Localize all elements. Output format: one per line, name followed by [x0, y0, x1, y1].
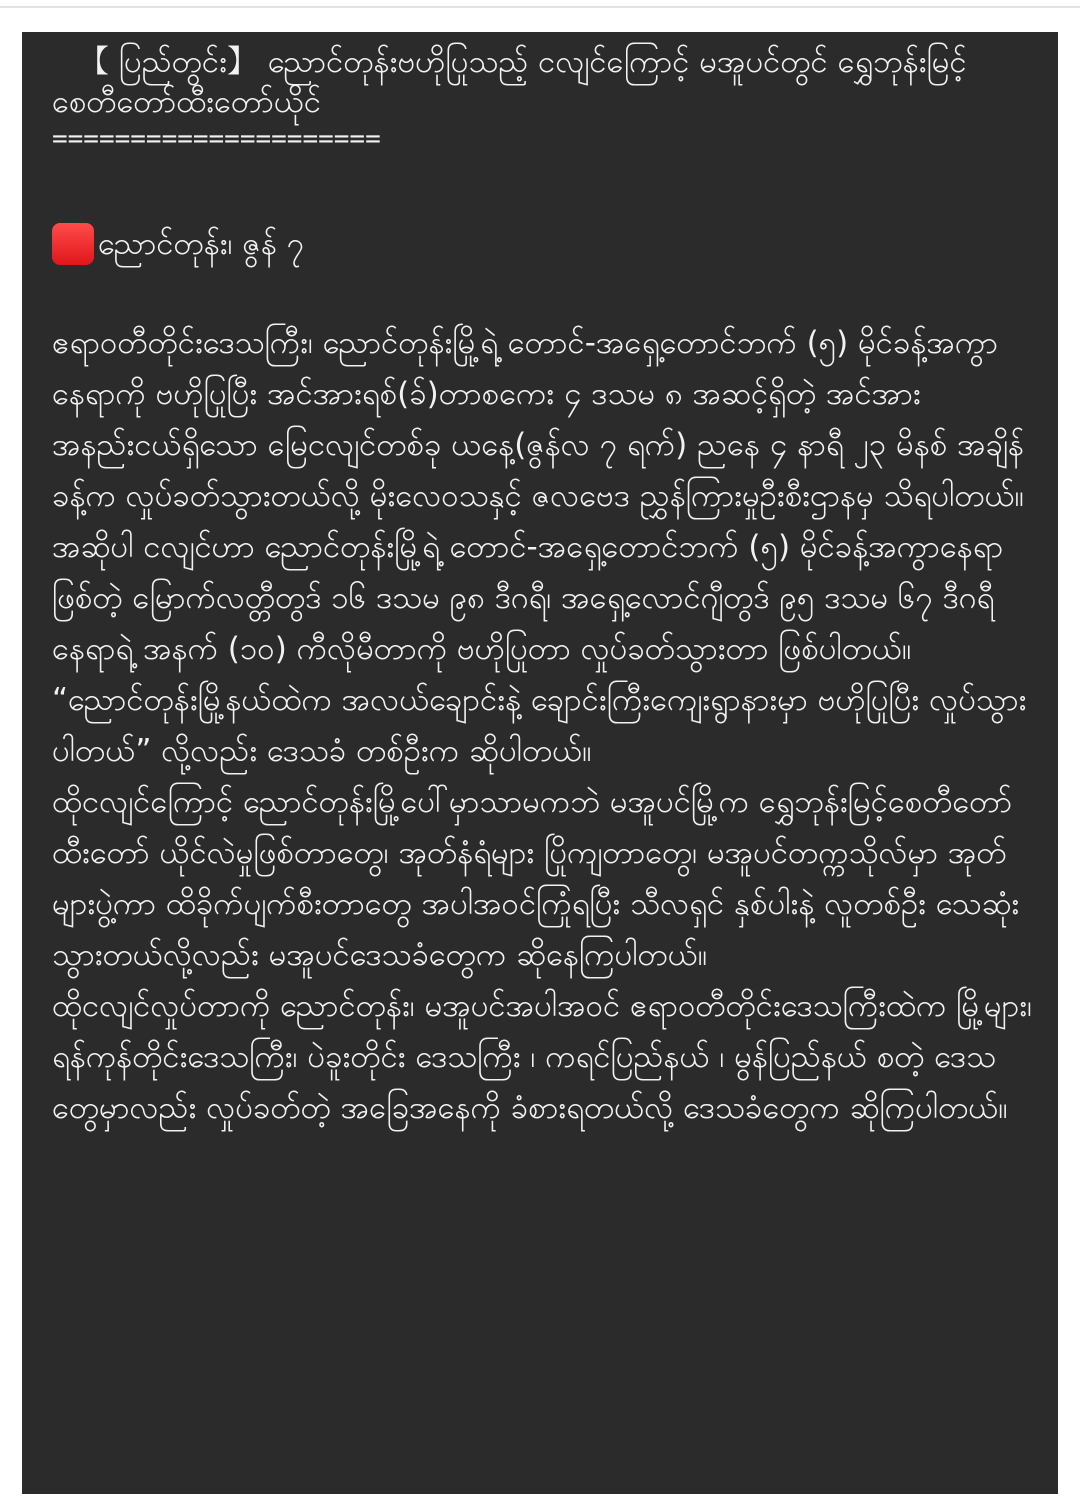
- post-body: [52, 318, 1040, 1134]
- paragraph-3: “ညောင်တုန်းမြို့နယ်ထဲက အလယ်ချောင်းနဲ့ ချောင်းကြီးကျေးရွာနားမှာ ဗဟိုပြုပြီး လှုပ်သွားပါတယ်” လို့လည်း ဒေသခံ တစ်ဦးက ဆိုပါတယ်။: [52, 682, 1027, 769]
- paragraph-5: ထိုငလျင်လှုပ်တာကို ညောင်တုန်း၊ မအူပင်အပါအဝင် ဧရာဝတီတိုင်းဒေသကြီးထဲက မြို့များ၊ ရန်ကုန်တိုင်းဒေသကြီး၊ ပဲခူးတိုင်း ဒေသကြီး ၊ ကရင်ပြည်နယ် ၊ မွန်ပြည်နယ် စတဲ့ ဒေသတွေမှာလည်း လှုပ်ခတ်တဲ့ အခြေအနေကို ခံစားရတယ်လို့ ဒေသခံတွေက ဆိုကြပါတယ်။: [52, 988, 1033, 1126]
- dateline-text: ညောင်တုန်း၊ ဇွန် ၇: [98, 226, 305, 262]
- dateline: [52, 222, 1040, 266]
- headline-divider: =====================: [52, 124, 381, 154]
- post-card: [22, 32, 1058, 1494]
- top-divider-line: [0, 6, 1080, 8]
- paragraph-1: ဧရာဝတီတိုင်းဒေသကြီး၊ ညောင်တုန်းမြို့ရဲ့ တောင်-အရှေ့တောင်ဘက် (၅) မိုင်ခန့်အကွာ နေရာကို ဗဟိုပြုပြီး အင်အားရစ်(ခ်)တာစကေး ၄ ဒသမ ၈ အဆင့်ရှိတဲ့ အင်အားအနည်းငယ်ရှိသော မြေငလျင်တစ်ခု ယနေ့(ဇွန်လ ၇ ရက်) ညနေ ၄ နာရီ ၂၃ မိနစ် အချိန်ခန့်က လှုပ်ခတ်သွားတယ်လို့ မိုးလေဝသနှင့် ဇလဗေဒ ညွှန်ကြားမှုဦးစီးဌာနမှ သိရပါတယ်။: [52, 325, 1025, 514]
- paragraph-4: ထိုငလျင်ကြောင့် ညောင်တုန်းမြို့ပေါ်မှာသာမကဘဲ မအူပင်မြို့က ရွှေဘုန်းမြင့်စေတီတော် ထီးတော် ယိုင်လဲမှုဖြစ်တာတွေ၊ အုတ်နံရံများ ပြိုကျတာတွေ၊ မအူပင်တက္ကသိုလ်မှာ အုတ်များပွဲ့ကာ ထိခိုက်ပျက်စီးတာတွေ အပါအဝင်ကြုံရပြီး သီလရှင် နှစ်ပါးနဲ့ လူတစ်ဦး သေဆုံးသွားတယ်လို့လည်း မအူပင်ဒေသခံတွေက ဆိုနေကြပါတယ်။: [52, 784, 1020, 973]
- post-headline: 【 ပြည်တွင်း】 ညောင်တုန်းဗဟိုပြုသည့် ငလျင်ကြောင့် မအူပင်တွင် ရွှေဘုန်းမြင့် စေတီတော်ထီးတော်ယိုင်: [52, 44, 967, 120]
- red-square-icon: [52, 223, 94, 265]
- paragraph-2: အဆိုပါ ငလျင်ဟာ ညောင်တုန်းမြို့ရဲ့ တောင်-အရှေ့တောင်ဘက် (၅) မိုင်ခန့်အကွာနေရာဖြစ်တဲ့ မြောက်လတ္တီတွဒ် ၁၆ ဒသမ ၉၈ ဒီဂရီ၊ အရှေ့လောင်ဂျီတွဒ် ၉၅ ဒသမ ၆၇ ဒီဂရီနေရာရဲ့ အနက် (၁၀) ကီလိုမီတာကို ဗဟိုပြုတာ လှုပ်ခတ်သွားတာ ဖြစ်ပါတယ်။: [52, 529, 1004, 667]
